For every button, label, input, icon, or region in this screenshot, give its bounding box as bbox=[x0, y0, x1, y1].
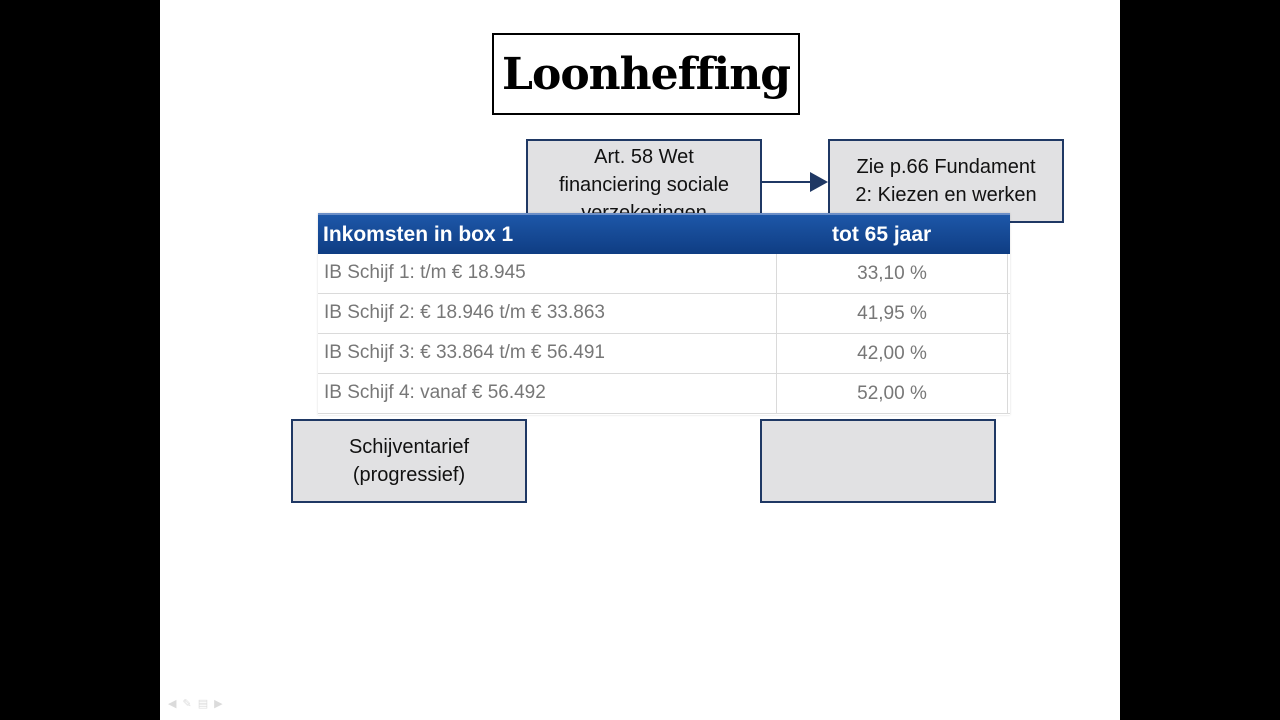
wet-line-2: financiering sociale bbox=[558, 174, 730, 196]
wet-line-1: Art. 58 Wet bbox=[594, 146, 694, 168]
table-header bbox=[318, 213, 1010, 254]
row-4-bracket: IB Schijf 4: vanaf € 56.492 bbox=[324, 382, 546, 403]
row-2-bracket: IB Schijf 2: € 18.946 t/m € 33.863 bbox=[324, 302, 605, 323]
header-inkomsten: Inkomsten in box 1 bbox=[323, 223, 514, 246]
nav-back-icon[interactable]: ◀ bbox=[168, 697, 177, 710]
table-row bbox=[318, 254, 1010, 294]
empty-box bbox=[760, 419, 996, 503]
row-1-bracket: IB Schijf 1: t/m € 18.945 bbox=[324, 262, 526, 283]
nav-menu-icon[interactable]: ▤ bbox=[197, 697, 209, 710]
slide bbox=[160, 0, 1120, 720]
schijf-line-2: (progressief) bbox=[352, 464, 466, 486]
slide-title: Loonheffing bbox=[502, 48, 790, 100]
nav-pen-icon[interactable]: ✎ bbox=[182, 697, 192, 710]
table-row bbox=[318, 374, 1010, 414]
slideshow-nav bbox=[168, 697, 223, 710]
schijf-line-1: Schijventarief bbox=[348, 436, 470, 458]
zie-line-1: Zie p.66 Fundament bbox=[856, 156, 1036, 178]
row-1-rate: 33,10 % bbox=[776, 254, 1008, 293]
zie-line-2: 2: Kiezen en werken bbox=[855, 184, 1037, 206]
row-2-rate: 41,95 % bbox=[776, 294, 1008, 333]
header-tot-65-jaar: tot 65 jaar bbox=[832, 223, 932, 246]
schijventarief-box bbox=[291, 419, 527, 503]
row-4-rate: 52,00 % bbox=[776, 374, 1008, 413]
title-box bbox=[492, 33, 800, 115]
table-row bbox=[318, 334, 1010, 374]
row-3-bracket: IB Schijf 3: € 33.864 t/m € 56.491 bbox=[324, 342, 605, 363]
tax-bracket-table bbox=[318, 213, 1010, 415]
zie-box bbox=[828, 139, 1064, 223]
nav-forward-icon[interactable]: ▶ bbox=[214, 697, 223, 710]
table-row bbox=[318, 294, 1010, 334]
row-3-rate: 42,00 % bbox=[776, 334, 1008, 373]
